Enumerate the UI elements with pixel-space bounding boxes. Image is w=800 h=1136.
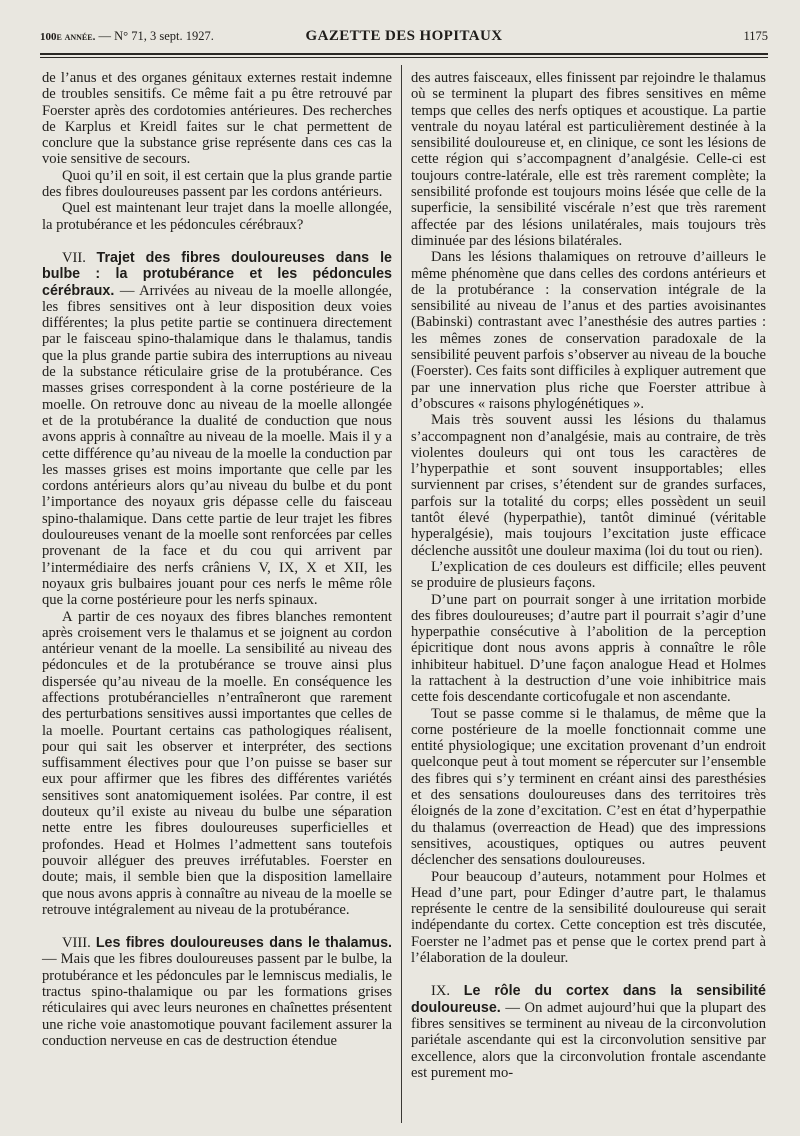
section-title: Trajet des fibres douloureuses dans le bulbe : la protubérance et les pédoncules cérébraux. — [42, 249, 392, 299]
year-of-publication: 100e année. — [40, 31, 96, 43]
section-text: — On admet aujourd’hui que la plupart des fibres sensitives se terminent au niveau de la circonvolution pariétale ascendante qui est la circonvolution sensitive par excellence, alors que la circonvolution frontale ascendante est purement mo- — [411, 999, 767, 1081]
page-number: 1175 — [743, 29, 768, 43]
header-rule-thick — [40, 53, 768, 55]
section-viii — [42, 935, 392, 1049]
paragraph: Dans les lésions thalamiques on retrouve d’ailleurs le même phénomène que dans celles des cordons antérieurs et de la protubérance : la conservation intégrale de la sensibilité au niveau de l’anus et des parties avoisinantes (Babinski) contrastant avec l’anesthésie des autres parties : les mêmes zones de conservation paradoxale de la sensibilité peuvent parfois s’observer au niveau de la bouche (Foerster). Ces faits sont difficiles à expliquer autrement que par une innervation plus riche que Foerster attribue à d’obscures « raisons phylogénétiques ». — [411, 249, 766, 412]
paragraph: Mais très souvent aussi les lésions du thalamus s’accompagnent non d’analgésie, mais au contraire, de très violentes douleurs qui ont tous les caractères de l’hyperpathie et sont souvent insupportables; elles surviennent par crises, s’étendent sur de grandes surfaces, parfois sur la totalité du corps; elles possèdent un seuil tantôt élevé (hyperpathie), tantôt diminué (véritable hyperalgésie), mais toujours l’excitation juste efficace déclenche aussitôt une douleur maxima (loi du tout ou rien). — [411, 412, 766, 559]
section-title: Les fibres douloureuses dans le thalamus. — [95, 935, 392, 952]
section-number: IX. — [431, 983, 451, 1000]
paragraph: D’une part on pourrait songer à une irritation morbide des fibres douloureuses; d’autre part il pourrait s’agir d’une hyperpathie consécutive à l’abolition de la perception épicritique dont nous avons appris à connaître le rôle inhibiteur habituel. D’une façon analogue Head et Holmes la rattachent à la destruction d’une voie inhibitrice mais cette fois descendante corticofugale et non ascendante. — [411, 591, 766, 706]
paragraph: Pour beaucoup d’auteurs, notamment pour Holmes et Head d’une part, pour Edinger d’autre part, le thalamus représente le centre de la sensibilité douloureuse qui serait indépendante du cortex. Cette conception est très discutée, Foerster ne l’admet pas et pense que le cortex prend part à l’élaboration de la douleur. — [411, 868, 766, 967]
section-ix — [411, 983, 766, 1081]
journal-title: GAZETTE DES HOPITAUX — [305, 28, 503, 44]
page-header — [40, 26, 768, 50]
header-rule-thin — [40, 57, 768, 58]
paragraph: Quel est maintenant leur trajet dans la moelle allongée, la protubérance et les pédoncules cérébraux? — [42, 200, 392, 233]
paragraph: Quoi qu’il en soit, il est certain que la plus grande partie des fibres douloureuses passent par les cordons antérieurs. — [42, 167, 392, 201]
paragraph: A partir de ces noyaux des fibres blanches remontent après croisement vers le thalamus et se joignent au cordon antérieur venant de la moelle. La sensibilité au niveau des pédoncules et de la protubérance se trouve ainsi plus dispersée qu’au niveau de la moelle. En conséquence les affections protubérancielles n’entraîneront que rarement des perturbations sensitives aussi importantes que celles de la moelle. Pourtant certains cas pathologiques réalisent, pour qui sait les observer et interpréter, des sections suffisamment électives pour que l’on puisse se baser sur eux pour affirmer que les fibres des différentes variétés sensitives sont anatomiquement isolées. Par contre, il est douteux qu’il existe au niveau du bulbe une séparation nette entre les fibres douloureuses superficielles et profondes. Head et Holmes l’admettent sans toutefois pouvoir alléguer des preuves irréfutables. Foerster en doute; mais, il semble bien que la disposition lamellaire que nous avons appris à connaître au niveau de la moelle se retrouve intégralement au niveau de la protubérance. — [42, 608, 392, 918]
right-column — [411, 70, 766, 1081]
section-text: — Arrivées au niveau de la moelle allongée, les fibres sensitives ont à leur disposition deux voies différentes; la plus petite partie se continuera directement par le faisceau spino-thalamique dans le thalamus, tandis que la plus grande partie subira des interruptions au niveau de la substance réticulaire grise de la protubérance. Ces masses grises correspondent à la corne postérieure de la moelle. On retrouve donc au niveau de la moelle allongée et de la protubérance la dualité de conduction que nous avons appris à connaître au niveau de la moelle. Mais il y a cette différence qu’au niveau de la moelle la conduction par les masses grises est moins importante que celle par les cordons antérieurs alors qu’au niveau du bulbe et du pont l’importance des noyaux gris dépasse celle du faisceau spino-thalamique. Dans cette partie de leur trajet les fibres douloureuses venant de la moelle sont renforcées par celles provenant de la face et du cou qui arrivent par l’intermédiaire des nerfs crâniens V, IX, X et XII, les noyaux gris bulbaires jouant pour ces nerfs le même rôle que la corne postérieure pour les nerfs spinaux. — [42, 282, 392, 609]
section-text: — Mais que les fibres douloureuses passent par le bulbe, la protubérance et les pédoncules par le lemniscus medialis, le tractus spino-thalamique ou par les formations grises réticulaires qui avec leurs neurones en chaînettes présentent une riche voie anastomotique pouvant facilement assurer la conduction nerveuse en cas de destruction étendue — [42, 951, 392, 1049]
section-number: VII. — [62, 249, 86, 266]
paragraph: L’explication de ces douleurs est difficile; elles peuvent se produire de plusieurs façons. — [411, 558, 766, 592]
paragraph: Tout se passe comme si le thalamus, de même que la corne postérieure de la moelle fonctionnait comme une entité physiologique; une excitation provenant d’un endroit quelconque peut à tout moment se répercuter sur l’ensemble des fibres qui s’y terminent en créant ainsi des paresthésies et des sensations douloureuses dans des territoires très éloignés de la zone d’excitation. C’est en état d’hyperpathie du thalamus (overreaction de Head) que des impressions sensitives, acoustiques, optiques ou autres peuvent déclencher des sensations douloureuses. — [411, 705, 766, 869]
paragraph: des autres faisceaux, elles finissent par rejoindre le thalamus où se terminent la plupart des fibres sensitives en même temps que celles des nerfs optiques et acoustique. La partie ventrale du noyau latéral est particulièrement destinée à la sensibilité douloureuse et, en clinique, ce sont les lésions de cette région qui s’accompagnent d’analgésie. Celle-ci est toujours contre-latérale, elle est très rarement complète; la sensibilité profonde est toujours moins lésée que celle de la superficie, la sensibilité viscérale n’est que très rarement affectée par des lésions unilatérales, mais toujours très diminuée par des lésions bilatérales. — [411, 70, 766, 249]
column-separator — [401, 65, 402, 1123]
issue-number-date: — N° 71, 3 sept. 1927. — [98, 29, 214, 43]
paragraph: de l’anus et des organes génitaux externes restait indemne de troubles sensitifs. Ce même fait a pu être retrouvé par Foerster après des cordotomies antérieures. Des recherches de Karplus et Kreidl faites sur le chat permettent de conclure que la substance grise représente dans ces cas la voie sensitive de secours. — [42, 70, 392, 168]
section-title: Le rôle du cortex dans la sensibilité douloureuse. — [411, 983, 767, 1016]
section-number: VIII. — [62, 935, 91, 952]
section-vii — [42, 250, 392, 609]
left-column — [42, 70, 392, 1049]
